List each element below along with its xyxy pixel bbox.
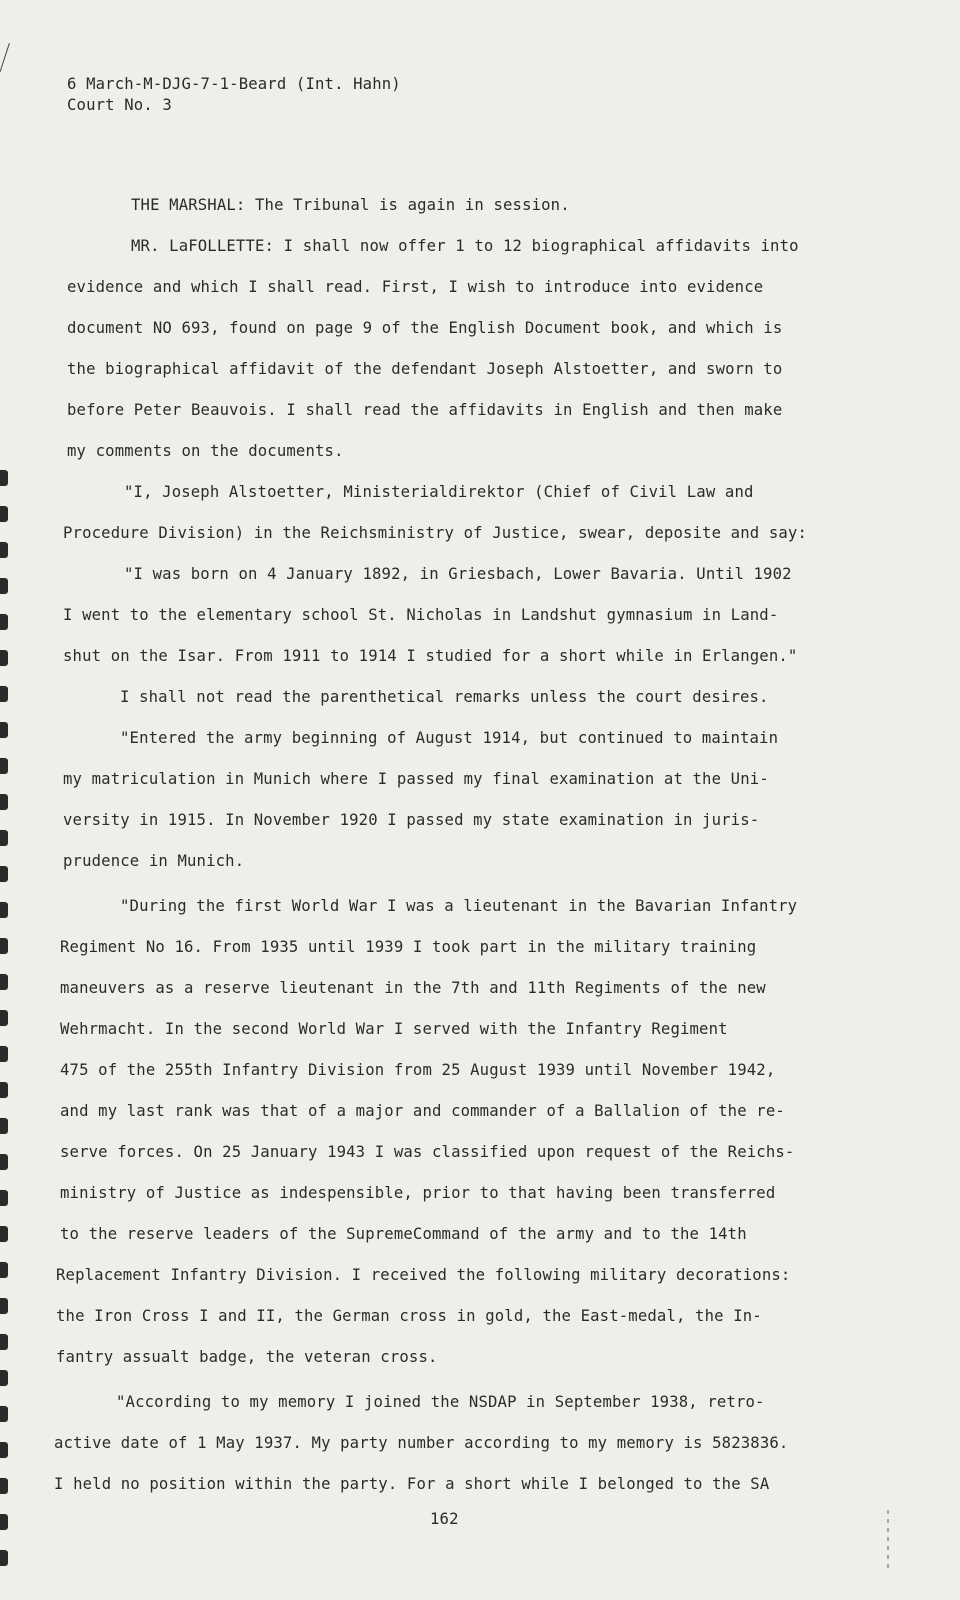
text-line: Regiment No 16. From 1935 until 1939 I took part in the military training [60,938,757,956]
text-line: 475 of the 255th Infantry Division from 25 August 1939 until November 1942, [60,1061,776,1079]
text-line: document NO 693, found on page 9 of the English Document book, and which is [67,319,783,337]
text-line: ministry of Justice as indespensible, prior to that having been transferred [60,1184,776,1202]
text-line: "Entered the army beginning of August 1914, but continued to maintain [120,729,779,747]
text-line: "I was born on 4 January 1892, in Griesbach, Lower Bavaria. Until 1902 [124,565,792,583]
text-line: active date of 1 May 1937. My party number according to my memory is 5823836. [54,1434,789,1452]
text-line: Procedure Division) in the Reichsministry of Justice, swear, deposite and say: [63,524,807,542]
text-line: MR. LaFOLLETTE: I shall now offer 1 to 12 biographical affidavits into [131,237,799,255]
text-line: serve forces. On 25 January 1943 I was classified upon request of the Reichs- [60,1143,795,1161]
text-line: before Peter Beauvois. I shall read the affidavits in English and then make [67,401,783,419]
text-line: fantry assualt badge, the veteran cross. [56,1348,438,1366]
page-number: 162 [430,1510,459,1528]
text-line: evidence and which I shall read. First, I wish to introduce into evidence [67,278,764,296]
text-line: Replacement Infantry Division. I received the following military decorations: [56,1266,791,1284]
text-line: prudence in Munich. [63,852,245,870]
header-line-2: Court No. 3 [67,96,172,114]
text-line: Wehrmacht. In the second World War I served with the Infantry Regiment [60,1020,728,1038]
text-line: "According to my memory I joined the NSDAP in September 1938, retro- [116,1393,765,1411]
text-line: shut on the Isar. From 1911 to 1914 I studied for a short while in Erlangen." [63,647,798,665]
text-line: "I, Joseph Alstoetter, Ministerialdirektor (Chief of Civil Law and [124,483,754,501]
header-line-1: 6 March-M-DJG-7-1-Beard (Int. Hahn) [67,75,401,93]
text-line: maneuvers as a reserve lieutenant in the 7th and 11th Regiments of the new [60,979,766,997]
text-line: my matriculation in Munich where I passed my final examination at the Uni- [63,770,769,788]
text-line: I shall not read the parenthetical remarks unless the court desires. [120,688,769,706]
text-line: THE MARSHAL: The Tribunal is again in session. [131,196,570,214]
text-line: and my last rank was that of a major and commander of a Ballalion of the re- [60,1102,785,1120]
text-line: I held no position within the party. For a short while I belonged to the SA [54,1475,770,1493]
text-line: versity in 1915. In November 1920 I passed my state examination in juris- [63,811,760,829]
document-header [67,74,401,116]
text-line: my comments on the documents. [67,442,344,460]
text-line: the biographical affidavit of the defendant Joseph Alstoetter, and sworn to [67,360,783,378]
text-line: I went to the elementary school St. Nicholas in Landshut gymnasium in Land- [63,606,779,624]
edge-mark [887,1510,889,1570]
pencil-mark [0,43,19,75]
binding-holes [0,470,10,1580]
text-line: the Iron Cross I and II, the German cross in gold, the East-medal, the In- [56,1307,762,1325]
text-line: "During the first World War I was a lieutenant in the Bavarian Infantry [120,897,798,915]
text-line: to the reserve leaders of the SupremeCommand of the army and to the 14th [60,1225,747,1243]
